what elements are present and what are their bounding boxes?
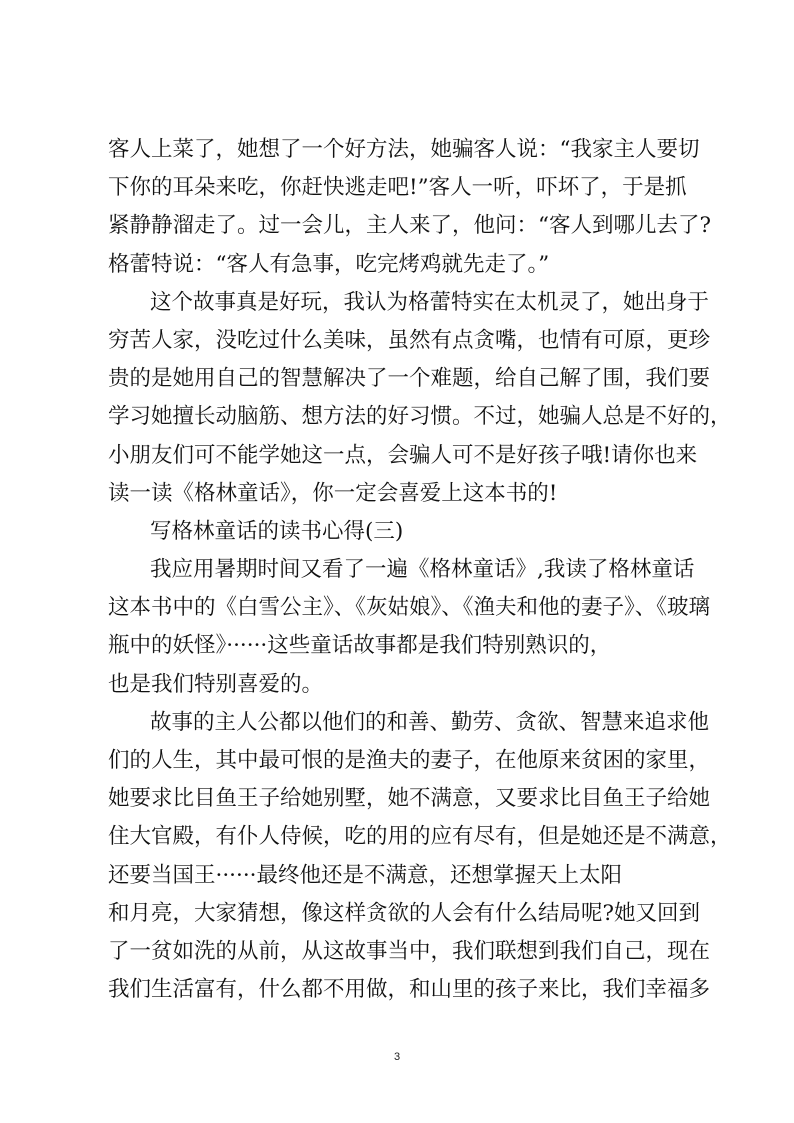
text-line: 瓶中的妖怪》······这些童话故事都是我们特别熟识的， <box>108 633 612 659</box>
text-line: 读一读《格林童话》，你一定会喜爱上这本书的! <box>108 480 558 506</box>
text-line: 格蕾特说：“客人有急事，吃完烤鸡就先走了。” <box>108 251 550 277</box>
text-line: 住大官殿，有仆人侍候，吃的用的应有尽有，但是她还是不满意， <box>108 824 732 850</box>
text-line: 写格林童话的读书心得(三) <box>150 518 404 544</box>
text-line: 们的人生，其中最可恨的是渔夫的妻子，在他原来贫困的家里， <box>108 748 711 773</box>
text-line: 小朋友们可不能学她这一点，会骗人可不是好孩子哦!请你也来 <box>108 442 698 468</box>
page-number: 3 <box>393 1051 401 1063</box>
text-line: 下你的耳朵来吃，你赶快逃走吧!”客人一听，吓坏了，于是抓 <box>108 175 687 201</box>
text-line: 这本书中的《白雪公主》、《灰姑娘》、《渔夫和他的妻子》、《玻璃 <box>108 595 711 621</box>
text-line: 我应用暑期时间又看了一遍《格林童话》,我读了格林童话 <box>150 557 695 583</box>
text-line: 我们生活富有，什么都不用做，和山里的孩子来比，我们幸福多 <box>108 977 711 1003</box>
text-line: 和月亮，大家猜想，像这样贪欲的人会有什么结局呢?她又回到 <box>108 900 701 926</box>
text-line: 紧静静溜走了。过一会儿，主人来了，他问：“客人到哪儿去了? <box>108 213 712 239</box>
text-line: 这个故事真是好玩，我认为格蕾特实在太机灵了，她出身于 <box>150 289 710 315</box>
document-body <box>108 131 732 1009</box>
text-line: 也是我们特别喜爱的。 <box>108 671 324 697</box>
text-line: 贵的是她用自己的智慧解决了一个难题，给自己解了围，我们要 <box>108 366 711 392</box>
text-line: 客人上菜了，她想了一个好方法，她骗客人说：“我家主人要切 <box>108 137 700 162</box>
text-line: 还要当国王······最终他还是不满意，还想掌握天上太阳 <box>108 862 623 888</box>
text-line: 穷苦人家，没吃过什么美味，虽然有点贪嘴，也情有可原，更珍 <box>108 327 711 353</box>
text-line: 她要求比目鱼王子给她别墅，她不满意，又要求比目鱼王子给她 <box>108 786 711 812</box>
text-line: 学习她擅长动脑筋、想方法的好习惯。不过，她骗人总是不好的， <box>108 404 732 430</box>
text-line: 故事的主人公都以他们的和善、勤劳、贪欲、智慧来追求他 <box>150 709 710 735</box>
text-line: 了一贫如洗的从前，从这故事当中，我们联想到我们自己，现在 <box>108 938 711 964</box>
